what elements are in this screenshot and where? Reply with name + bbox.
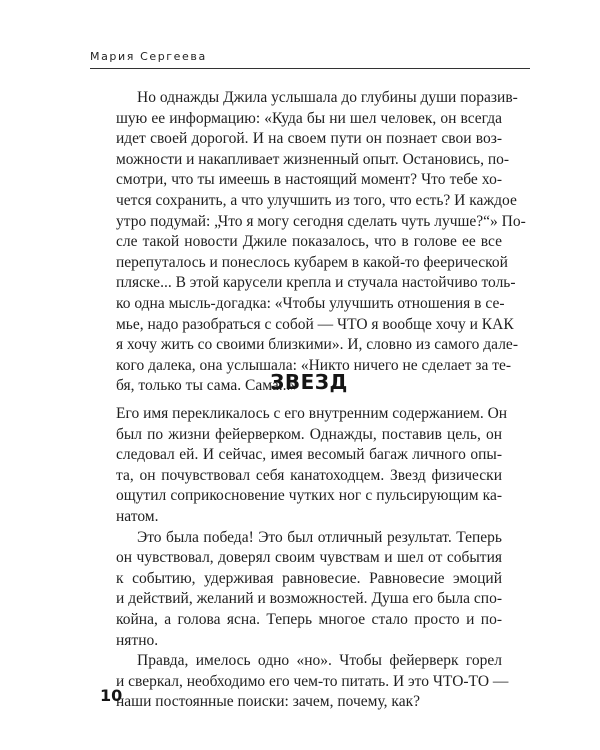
text-line: сле такой новости Джиле показалось, что в голове ее все xyxy=(116,233,502,251)
intro-paragraph xyxy=(116,88,526,397)
text-line: и сверкал, необходимо его чем-то питать. И это ЧТО-ТО — xyxy=(116,672,509,690)
text-line: бя, только ты сама. Сама...» xyxy=(116,377,299,395)
text-line: был по жизни фейерверком. Однажды, поставив цель, он xyxy=(116,425,502,443)
text-line: Его имя перекликалось с его внутренним содержанием. Он xyxy=(116,405,508,422)
text-line: нятно. xyxy=(116,631,159,649)
text-line: наши постоянные поиски: зачем, почему, как? xyxy=(116,693,421,711)
text-line: ко одна мысль-догадка: «Чтобы улучшить отношения в се- xyxy=(116,294,505,312)
text-line: утро подумай: „Что я могу сегодня сделать чуть лучше?“» По- xyxy=(116,212,526,230)
text-line: чется сохранить, а что улучшить из того, что есть? И каждое xyxy=(116,191,517,209)
text-line: та, он почувствовал себя канатоходцем. Звезд физически xyxy=(116,466,502,484)
text-line: идет своей дорогой. И на своем пути он познает свои воз- xyxy=(116,130,502,148)
section-body xyxy=(116,404,509,713)
running-head-author: Мария Сергеева xyxy=(90,50,207,63)
text-line: натом. xyxy=(116,507,159,525)
text-line: шую ее информацию: «Куда бы ни шел человек, он всегда xyxy=(116,109,502,127)
text-line: и действий, желаний и возможностей. Душа его была спо- xyxy=(116,590,502,608)
text-line: мье, надо разобраться с собой — ЧТО я вообще хочу и КАК xyxy=(116,315,514,333)
text-line: он чувствовал, доверял своим чувствам и шел от события xyxy=(116,549,502,567)
text-line: Это была победа! Это был отличный результат. Теперь xyxy=(137,528,502,546)
text-line: пляске... В этой карусели крепла и стучала настойчиво толь- xyxy=(116,274,516,292)
text-line: Правда, имелось одно «но». Чтобы фейерверк горел xyxy=(137,652,502,670)
text-line: перепуталось и понеслось кубарем в какой-то феерической xyxy=(116,253,508,271)
text-line: ощутил соприкосновение чутких ног с пульсирующим ка- xyxy=(116,487,502,505)
text-line: можности и накапливает жизненный опыт. Остановись, по- xyxy=(116,150,510,168)
text-line: смотри, что ты имеешь в настоящий момент? Что тебе хо- xyxy=(116,171,502,189)
text-line: я хочу жить со своими близкими». И, словно из самого дале- xyxy=(116,336,518,354)
header-rule xyxy=(90,68,530,69)
text-line: кого далека, она услышала: «Никто ничего не сделает за те- xyxy=(116,356,512,374)
text-line: Но однажды Джила услышала до глубины души поразив- xyxy=(137,89,518,106)
section-title: ЗВЕЗД xyxy=(270,370,348,394)
page-number: 10 xyxy=(100,686,123,705)
text-line: к событию, удерживая равновесие. Равновесие эмоций xyxy=(116,569,502,587)
text-line: следовал ей. И сейчас, имея весомый багаж личного опы- xyxy=(116,446,502,464)
text-line: койна, а голова ясна. Теперь многое стало просто и по- xyxy=(116,610,502,628)
